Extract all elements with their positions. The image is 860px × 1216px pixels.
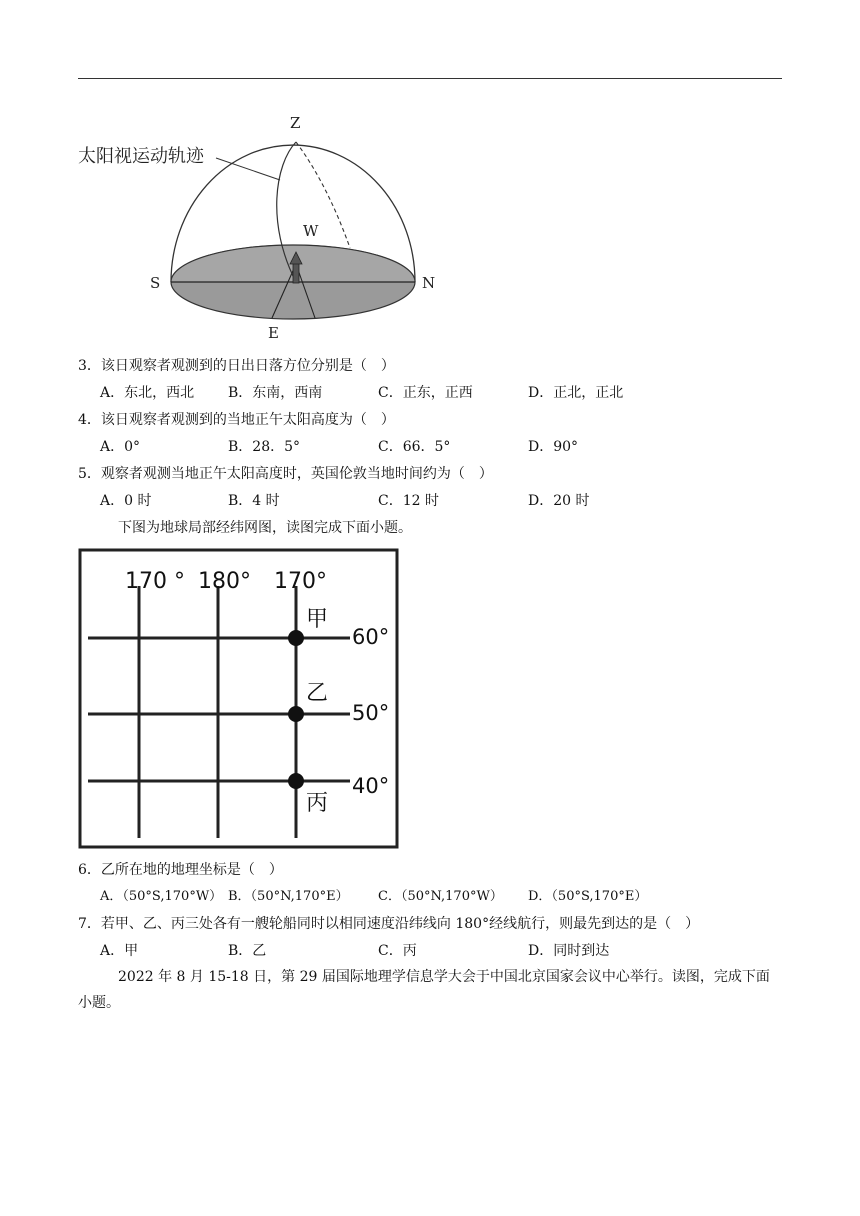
option-c: C．（50°N,170°W） — [378, 889, 503, 904]
intro-conference-text: 2022 年 8 月 15-18 日，第 29 届国际地理学信息学大会于中国北京国家会议中心举行。读图，完成下面小题。 — [78, 969, 770, 1011]
lon-label-170-left: 170 ° — [125, 569, 185, 594]
option-a: A．（50°S,170°W） — [100, 889, 223, 904]
header-rule — [78, 78, 782, 79]
option-d: D．20 时 — [528, 493, 590, 509]
option-d: D．90° — [528, 439, 579, 455]
graticule-frame — [80, 550, 397, 847]
question-text: 若甲、乙、丙三处各有一艘轮船同时以相同速度沿纬线向 180°经线航行，则最先到达的是（ ） — [100, 916, 700, 932]
lon-label-170-right: 170° — [274, 569, 327, 594]
option-d: D．同时到达 — [528, 943, 610, 959]
point-label-bing: 丙 — [306, 791, 329, 816]
point-label-yi: 乙 — [306, 681, 329, 706]
zenith-label: Z — [290, 114, 301, 132]
question-number: 7． — [78, 916, 101, 932]
lat-label-50: 50° — [352, 701, 390, 725]
caption-sun-path: 太阳视运动轨迹 — [78, 146, 204, 167]
question-4 — [78, 411, 395, 429]
option-c: C．12 时 — [378, 493, 439, 509]
question-number: 4． — [78, 412, 101, 428]
point-yi — [288, 706, 304, 722]
option-a: A．甲 — [100, 943, 139, 959]
west-label: W — [303, 222, 319, 240]
question-text: 观察者观测当地正午太阳高度时，英国伦敦当地时间约为（ ） — [100, 466, 493, 482]
question-text: 该日观察者观测到的日出日落方位分别是（ ） — [100, 358, 395, 374]
question-text: 该日观察者观测到的当地正午太阳高度为（ ） — [100, 412, 395, 428]
question-5 — [78, 465, 493, 483]
option-c: C．正东，正西 — [378, 385, 473, 401]
option-d: D．正北，正北 — [528, 385, 624, 401]
east-label: E — [268, 324, 279, 342]
option-a: A．0 时 — [100, 493, 152, 509]
option-d: D．（50°S,170°E） — [528, 889, 648, 904]
option-c: C．丙 — [378, 943, 417, 959]
lat-label-40: 40° — [352, 774, 390, 798]
question-number: 5． — [78, 466, 101, 482]
sun-path-diagram — [70, 104, 450, 344]
intro-conference — [78, 964, 782, 1016]
lon-label-180: 180° — [198, 569, 251, 594]
lat-label-60: 60° — [352, 625, 390, 649]
caption-leader-line — [216, 158, 280, 180]
option-a: A．东北，西北 — [100, 385, 195, 401]
question-7 — [78, 915, 699, 933]
question-text: 乙所在地的地理坐标是（ ） — [100, 862, 283, 878]
question-3 — [78, 357, 395, 375]
graticule-diagram — [78, 548, 400, 850]
option-c: C．66．5° — [378, 439, 451, 455]
question-number: 3． — [78, 358, 101, 374]
north-label: N — [422, 274, 436, 292]
option-a: A．0° — [100, 439, 141, 455]
question-6 — [78, 861, 283, 879]
point-jia — [288, 630, 304, 646]
option-b: B．4 时 — [228, 493, 280, 509]
south-label: S — [150, 274, 161, 292]
intro-graticule: 下图为地球局部经纬网图，读图完成下面小题。 — [118, 520, 412, 536]
point-label-jia: 甲 — [306, 607, 329, 632]
question-number: 6． — [78, 862, 101, 878]
option-b: B．乙 — [228, 943, 267, 959]
option-b: B．28．5° — [228, 439, 301, 455]
point-bing — [288, 773, 304, 789]
option-b: B．（50°N,170°E） — [228, 889, 349, 904]
option-b: B．东南，西南 — [228, 385, 323, 401]
